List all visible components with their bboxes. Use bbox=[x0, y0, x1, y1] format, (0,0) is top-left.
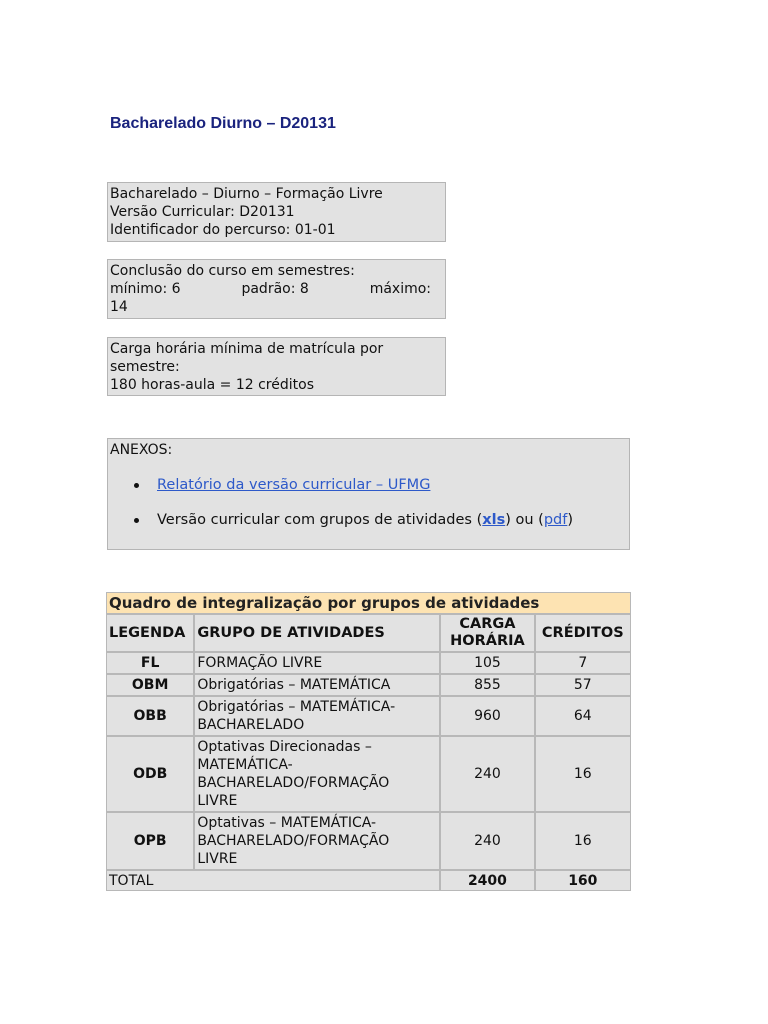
row-creditos: 16 bbox=[535, 736, 631, 812]
annexes-box bbox=[107, 438, 630, 550]
table-caption: Quadro de integralização por grupos de atividades bbox=[106, 592, 631, 614]
header-carga-2: HORÁRIA bbox=[450, 633, 525, 649]
workload-line-2: semestre: bbox=[110, 359, 180, 375]
total-label: TOTAL bbox=[106, 870, 440, 891]
row-creditos: 7 bbox=[535, 652, 631, 674]
workload-line-1: Carga horária mínima de matrícula por bbox=[110, 341, 384, 357]
pdf-link[interactable]: pdf bbox=[543, 512, 568, 528]
path-identifier: Identificador do percurso: 01-01 bbox=[110, 222, 336, 238]
row-grupo-line: MATEMÁTICA- bbox=[197, 757, 293, 773]
or-text: ) ou ( bbox=[505, 512, 544, 528]
list-item bbox=[110, 476, 627, 494]
row-creditos: 64 bbox=[535, 696, 631, 736]
activity-groups-text: Versão curricular com grupos de atividades ( bbox=[157, 512, 483, 528]
table-row bbox=[106, 696, 631, 736]
row-grupo-line: Optativas – MATEMÁTICA- bbox=[197, 815, 377, 831]
row-grupo-line: Optativas Direcionadas – bbox=[197, 739, 372, 755]
header-carga-1: CARGA bbox=[459, 616, 516, 632]
row-carga: 855 bbox=[440, 674, 534, 696]
table-row bbox=[106, 652, 631, 674]
table-row bbox=[106, 812, 631, 870]
semesters-min: mínimo: 6 bbox=[110, 281, 181, 297]
table-row bbox=[106, 674, 631, 696]
semesters-label: Conclusão do curso em semestres: bbox=[110, 263, 355, 279]
header-legenda: LEGENDA bbox=[106, 614, 194, 652]
total-row bbox=[106, 870, 631, 891]
integralization-table bbox=[106, 592, 631, 891]
page-title: Bacharelado Diurno – D20131 bbox=[110, 115, 336, 132]
row-carga: 960 bbox=[440, 696, 534, 736]
row-grupo-line: BACHARELADO/FORMAÇÃO bbox=[197, 775, 390, 791]
curricular-version: Versão Curricular: D20131 bbox=[110, 204, 295, 220]
annexes-label: ANEXOS: bbox=[110, 442, 173, 458]
row-creditos: 57 bbox=[535, 674, 631, 696]
row-grupo-line: LIVRE bbox=[197, 793, 238, 809]
annexes-list bbox=[110, 476, 627, 529]
row-legenda: OBM bbox=[106, 674, 194, 696]
row-legenda: OBB bbox=[106, 696, 194, 736]
course-name: Bacharelado – Diurno – Formação Livre bbox=[110, 186, 383, 202]
xls-link[interactable]: xls bbox=[482, 512, 506, 528]
row-grupo: FORMAÇÃO LIVRE bbox=[194, 652, 440, 674]
curricular-report-link[interactable]: Relatório da versão curricular – UFMG bbox=[157, 477, 431, 493]
row-grupo bbox=[194, 696, 440, 736]
row-grupo-line: BACHARELADO/FORMAÇÃO bbox=[197, 833, 390, 849]
table-row bbox=[106, 736, 631, 812]
total-carga: 2400 bbox=[440, 870, 534, 891]
course-info-box bbox=[107, 182, 446, 242]
row-grupo-line: LIVRE bbox=[197, 851, 238, 867]
semesters-values bbox=[110, 280, 443, 298]
semesters-max: máximo: bbox=[369, 281, 431, 297]
workload-box bbox=[107, 337, 446, 396]
closing-paren: ) bbox=[567, 512, 574, 528]
semesters-box bbox=[107, 259, 446, 319]
header-carga bbox=[440, 614, 534, 652]
row-creditos: 16 bbox=[535, 812, 631, 870]
row-grupo bbox=[194, 812, 440, 870]
row-grupo-line: BACHARELADO bbox=[197, 717, 305, 733]
list-item bbox=[110, 511, 627, 529]
semesters-default: padrão: 8 bbox=[241, 281, 309, 297]
row-carga: 105 bbox=[440, 652, 534, 674]
bullet-icon bbox=[134, 483, 139, 488]
header-grupo: GRUPO DE ATIVIDADES bbox=[194, 614, 440, 652]
row-grupo: Obrigatórias – MATEMÁTICA bbox=[194, 674, 440, 696]
row-grupo-line: Obrigatórias – MATEMÁTICA- bbox=[197, 699, 396, 715]
semesters-max-value: 14 bbox=[110, 299, 128, 315]
row-legenda: OPB bbox=[106, 812, 194, 870]
row-carga: 240 bbox=[440, 736, 534, 812]
workload-line-3: 180 horas-aula = 12 créditos bbox=[110, 377, 314, 393]
row-legenda: ODB bbox=[106, 736, 194, 812]
header-creditos: CRÉDITOS bbox=[535, 614, 631, 652]
row-carga: 240 bbox=[440, 812, 534, 870]
total-creditos: 160 bbox=[535, 870, 631, 891]
row-legenda: FL bbox=[106, 652, 194, 674]
bullet-icon bbox=[134, 518, 139, 523]
row-grupo bbox=[194, 736, 440, 812]
